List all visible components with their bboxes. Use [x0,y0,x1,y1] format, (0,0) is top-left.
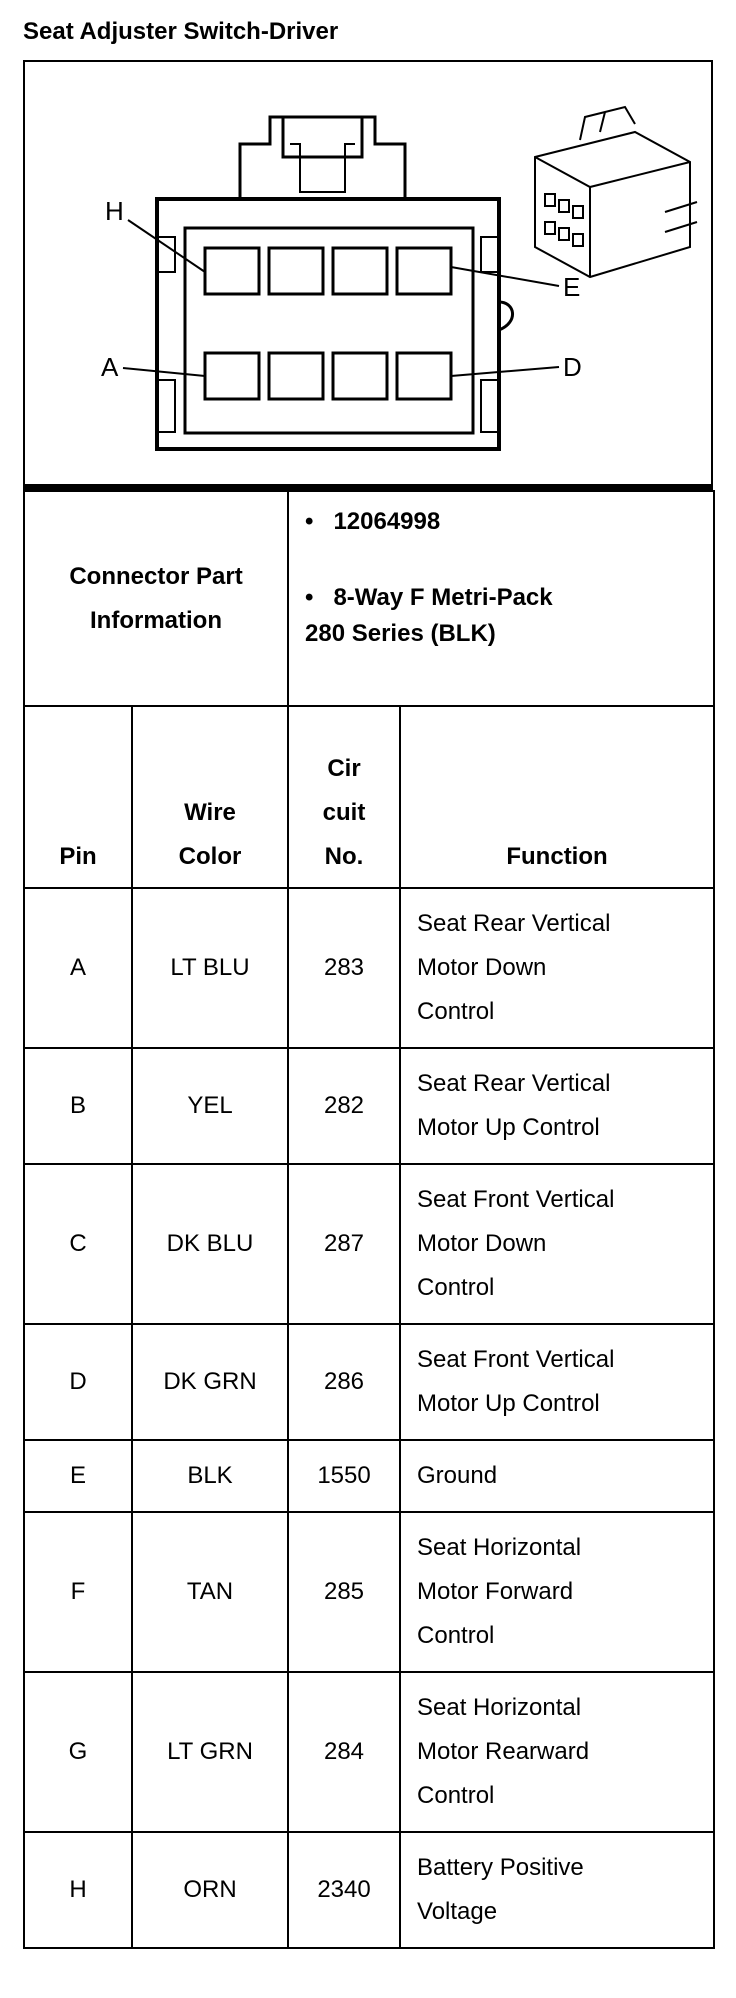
function-line: Control [417,1782,495,1809]
function-line: Control [417,1274,495,1301]
part-number-line: • 12064998 [305,508,441,535]
function-cell [400,1832,714,1948]
function-cell [400,1672,714,1832]
circuit-cell: 283 [288,888,400,1048]
circuit-cell: 1550 [288,1440,400,1512]
function-line: Ground [417,1462,498,1489]
function-line: Motor Down [417,954,547,981]
connector-label-line: Information [90,606,222,634]
function-line: Motor Up Control [417,1114,600,1141]
table-row [24,1324,714,1440]
pin-cell: E [24,1440,132,1512]
pin-cell: C [24,1164,132,1324]
circuit-cell: 282 [288,1048,400,1164]
circuit-cell: 285 [288,1512,400,1672]
circuit-cell: 287 [288,1164,400,1324]
header-pin: Pin [24,706,132,888]
circuit-cell: 286 [288,1324,400,1440]
circuit-cell: 284 [288,1672,400,1832]
connector-face-drawing [25,62,715,489]
table-row [24,888,714,1048]
header-function: Function [400,706,714,888]
header-wire-color: Wire Color [132,706,288,888]
function-line: Seat Rear Vertical [417,1070,611,1097]
connector-label-line: Connector Part [69,562,243,590]
pinout-table [23,490,715,1949]
wire-color-cell: DK GRN [132,1324,288,1440]
pin-cell: H [24,1832,132,1948]
pin-cell: F [24,1512,132,1672]
function-line: Seat Front Vertical [417,1186,615,1213]
function-line: Voltage [417,1898,498,1925]
page-title: Seat Adjuster Switch-Driver [23,18,339,45]
table-row [24,1512,714,1672]
wire-color-cell: BLK [132,1440,288,1512]
pin-label-h: H [105,196,124,226]
pin-cell: G [24,1672,132,1832]
wire-color-cell: DK BLU [132,1164,288,1324]
function-cell [400,1164,714,1324]
function-line: Motor Down [417,1230,547,1257]
pin-label-d: D [563,352,582,382]
wire-color-cell: TAN [132,1512,288,1672]
pin-cell: D [24,1324,132,1440]
function-line: Battery Positive [417,1854,584,1881]
connector-type-line: • 8-Way F Metri-Pack [305,584,553,611]
header-circuit-no: Cir cuit No. [288,706,400,888]
pin-label-e: E [563,272,581,302]
function-line: Seat Horizontal [417,1534,582,1561]
circuit-cell: 2340 [288,1832,400,1948]
pin-label-a: A [101,352,119,382]
wire-color-cell: YEL [132,1048,288,1164]
function-line: Motor Rearward [417,1738,590,1765]
connector-info-row [24,491,714,706]
function-cell [400,1324,714,1440]
connector-part-info [288,491,714,706]
wire-color-cell: LT GRN [132,1672,288,1832]
wire-color-cell: ORN [132,1832,288,1948]
pin-cell: B [24,1048,132,1164]
pin-cell: A [24,888,132,1048]
function-line: Control [417,1622,495,1649]
function-line: Seat Front Vertical [417,1346,615,1373]
function-line: Motor Forward [417,1578,574,1605]
function-line: Motor Up Control [417,1390,600,1417]
function-cell [400,1440,714,1512]
connector-part-label [24,491,288,706]
table-header-row [24,706,714,888]
table-row [24,1164,714,1324]
function-cell [400,888,714,1048]
function-line: Control [417,998,495,1025]
table-row [24,1832,714,1948]
connector-diagram [23,60,713,487]
connector-sheet [23,60,713,1998]
function-cell [400,1512,714,1672]
function-line: Seat Rear Vertical [417,910,611,937]
function-cell [400,1048,714,1164]
table-row [24,1440,714,1512]
function-line: Seat Horizontal [417,1694,582,1721]
table-row [24,1048,714,1164]
wire-color-cell: LT BLU [132,888,288,1048]
table-row [24,1672,714,1832]
connector-type-line2: 280 Series (BLK) [305,620,496,647]
